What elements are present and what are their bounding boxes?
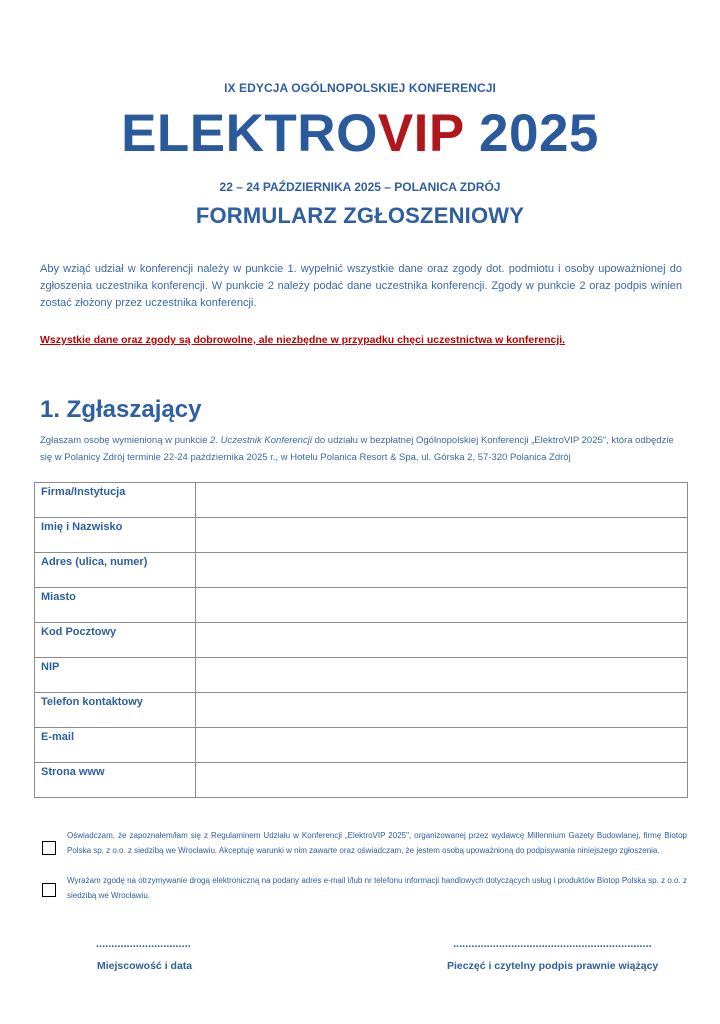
phone-field[interactable] (196, 693, 687, 724)
table-row (35, 763, 688, 798)
table-row (35, 728, 688, 763)
table-row (35, 658, 688, 693)
section-intro (40, 432, 686, 466)
section-intro-start: Zgłaszam osobę wymienioną w punkcie (40, 435, 211, 446)
email-field-cell (196, 728, 688, 763)
company-field-cell (196, 483, 688, 518)
field-label: Adres (ulica, numer) (35, 553, 196, 588)
consent-marketing-checkbox[interactable] (42, 883, 56, 897)
field-label: Miasto (35, 588, 196, 623)
field-label: NIP (35, 658, 196, 693)
applicant-form-table (34, 482, 688, 798)
consent-marketing-text: Wyrażam zgodę na otrzymywanie drogą elektroniczną na podany adres e-mail i/lub nr telefonu informacji handlowych dotyczących usług i produktów Biotop Polska sp. z o.o. z siedzibą we Wrocławiu. (67, 876, 687, 900)
table-row (35, 693, 688, 728)
conference-dates: 22 – 24 PAŹDZIERNIKA 2025 – POLANICA ZDRÓJ (219, 180, 501, 194)
place-date-line: ............................... (96, 938, 191, 950)
city-field-cell (196, 588, 688, 623)
section-intro-reference: 2. Uczestnik Konferencji (210, 435, 312, 446)
table-row (35, 588, 688, 623)
name-field-cell (196, 518, 688, 553)
signature-label: Pieczęć i czytelny podpis prawnie wiążący (447, 960, 659, 972)
field-label: Kod Pocztowy (35, 623, 196, 658)
address-field[interactable] (196, 553, 687, 584)
name-field[interactable] (196, 518, 687, 549)
intro-paragraph: Aby wziąć udział w konferencji należy w punkcie 1. wypełnić wszystkie dane oraz zgody dot. podmiotu i osoby upoważnionej do zgłoszenia uczestnika konferencji. W punkcie 2 należy podać dane uczestnika konferencji. Zgody w punkcie 2 oraz podpis winien zostać złożony przez uczestnika konferencji. (40, 263, 682, 309)
field-label: Firma/Instytucja (35, 483, 196, 518)
title-part-year: 2025 (463, 104, 599, 163)
postal-code-field[interactable] (196, 623, 687, 654)
nip-field[interactable] (196, 658, 687, 689)
address-field-cell (196, 553, 688, 588)
table-row (35, 483, 688, 518)
title-part-vip: VIP (377, 104, 464, 163)
field-label: E-mail (35, 728, 196, 763)
form-title: FORMULARZ ZGŁOSZENIOWY (195, 203, 525, 228)
field-label: Strona www (35, 763, 196, 798)
notice-text: Wszystkie dane oraz zgody są dobrowolne, ale niezbędne w przypadku chęci uczestnictwa w konferencji. (40, 334, 566, 346)
phone-field-cell (196, 693, 688, 728)
field-label: Telefon kontaktowy (35, 693, 196, 728)
conference-title (0, 104, 720, 164)
signature-line: ................................................................. (453, 938, 652, 950)
place-date-label: Miejscowość i data (97, 960, 193, 972)
city-field[interactable] (196, 588, 687, 619)
website-field[interactable] (196, 763, 687, 794)
consent-regulations-checkbox[interactable] (42, 841, 56, 855)
field-label: Imię i Nazwisko (35, 518, 196, 553)
table-row (35, 518, 688, 553)
company-field[interactable] (196, 483, 687, 514)
section-intro-end: do udziału w bezpłatnej Ogólnopolskiej Konferencji „ElektroVIP 2025", która odbędzie się w Polanicy Zdrój terminie 22-24 października 2025 r., w Hotelu Polanica Resort & Spa, ul. Górska 2, 57-320 Polanica Zdrój (40, 435, 674, 463)
website-field-cell (196, 763, 688, 798)
postal-code-field-cell (196, 623, 688, 658)
section-heading: 1. Zgłaszający (40, 396, 202, 423)
title-part-elektro: ELEKTRO (121, 104, 378, 163)
nip-field-cell (196, 658, 688, 693)
table-row (35, 553, 688, 588)
consent-regulations-text: Oświadczam, że zapoznałem/łam się z Regulaminem Udziału w Konferencji „ElektroVIP 2025", organizowanej przez wydawcę Millennium Gazety Budowlanej, firmę Biotop Polska sp. z o.o. z siedzibą we Wrocławiu. Akceptuję warunki w nim zawarte oraz oświadczam, że jestem osobą upoważnioną do podpisywania niniejszego zgłoszenia. (67, 831, 687, 855)
conference-edition: IX EDYCJA OGÓLNOPOLSKIEJ KONFERENCJI (224, 81, 496, 95)
table-row (35, 623, 688, 658)
email-field[interactable] (196, 728, 687, 759)
